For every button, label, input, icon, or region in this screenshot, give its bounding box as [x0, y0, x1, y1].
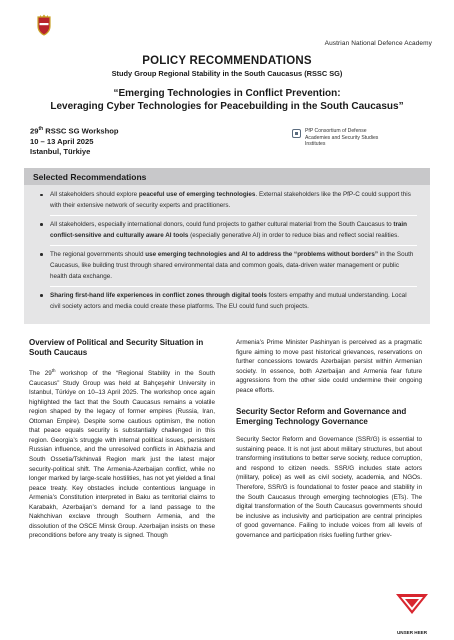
army-logo-caption: UNSER HEER — [396, 630, 428, 635]
study-group-subtitle: Study Group Regional Stability in the South Caucasus (RSSC SG) — [111, 69, 343, 78]
overview-paragraph: The 29th workshop of the “Regional Stability in the South Caucasus” Study Group was held at Bahçeşehir University in Istanbul, Türkiye on 10–13 April 2025. The workshop once again highlighted the fact that the South Caucasus remains a volatile region shaped by the legacy of former empires (Russia, Iran, Ottoman Empire). Despite some cautious optimism, the notion that peace equals security is substantially challenged in this region. Georgia’s struggle with internal political issues, persistent Russian influence, and the unresolved conflicts in Abkhazia and South Ossetia/Tskhinvali Region mark just the latest major security-political shift. The Armenia-Azerbaijan conflict, while no longer marked by large-scale hostilities, has not yet yielded a final peace treaty. Key obstacles include contentious language in Armenia’s Constitution interpreted in Baku as territorial claims to Karabakh, Azerbaijan’s demand for a land passage to the Nakhchivan exclave through Southern Armenia, and the dissolution of the OSCE Minsk Group. Azerbaijan insists on these preconditions before any treaty is signed. Though — [29, 368, 215, 540]
workshop-location: Istanbul, Türkiye — [30, 146, 91, 156]
bullet-icon — [40, 294, 43, 297]
divider — [50, 215, 417, 216]
bullet-icon — [40, 194, 43, 197]
pfp-consortium — [292, 128, 379, 148]
recommendations-list — [24, 185, 430, 313]
recommendation-item: The regional governments should use emerging technologies and AI to address the “problems without borders” in the South Caucasus, like building trust through shared environmental data and common goals, data-driven water management or public health data exchange. — [36, 249, 417, 283]
document-title — [0, 87, 454, 113]
recommendation-item: Sharing first-hand life experiences in conflict zones through digital tools fosters empathy and mutual understanding. Local civil society actors and media could create these platforms. The EU could fund such projects. — [36, 290, 417, 313]
recommendation-item: All stakeholders should explore peaceful use of emerging technologies. External stakeholders like the PfP-C could support this with their extensive network of security experts and practitioners. — [36, 189, 417, 212]
academy-crest-logo — [35, 14, 53, 36]
austrian-army-logo — [394, 592, 430, 630]
divider — [50, 286, 417, 287]
document-title-line-2: Leveraging Cyber Technologies for Peacebuilding in the South Caucasus” — [50, 101, 404, 112]
section-title-overview: Overview of Political and Security Situation in South Caucaus — [29, 338, 204, 357]
ssr-paragraph: Security Sector Reform and Governance (SSR/G) is essential to sustaining peace. It is not just about military structures, but about transforming institutions to better serve society, reduce corruption, and respond to citizen needs. SSR/G includes state actors (military, police) as well as civil society, academia, and NGOs. Therefore, SSR/G is foundational to foster peace and stability in the South Caucasus through emerging technologies (ETs). The digital transformation of the South Caucasus governments should be inclusive as inclusivity and participation are central principles of good governance. Failing to include voices from all levels of governance and participation risks fuelling further griev- — [236, 436, 422, 539]
recommendations-box — [24, 168, 430, 324]
section-title-ssr: Security Sector Reform and Governance and Emerging Technology Governance — [236, 407, 407, 426]
workshop-info — [30, 124, 119, 157]
bullet-icon — [40, 223, 43, 226]
pfp-consortium-name: PfP Consortium of Defense Academies and Security Studies Institutes — [305, 128, 379, 147]
right-column — [236, 338, 422, 540]
recommendations-heading: Selected Recommendations — [24, 168, 430, 185]
academy-name: Austrian National Defence Academy — [324, 40, 432, 47]
main-title: POLICY RECOMMENDATIONS — [142, 55, 312, 67]
workshop-dates: 10 – 13 April 2025 — [30, 136, 94, 146]
document-header — [0, 55, 454, 113]
left-column — [29, 338, 215, 541]
bullet-icon — [40, 253, 43, 256]
recommendation-item: All stakeholders, especially international donors, could fund projects to gather cultural material from the South Caucasus to train conflict-sensitive and culturally aware AI tools (especially generative AI) in order to reduce bias and reflect social realities. — [36, 219, 417, 242]
divider — [50, 245, 417, 246]
armenia-paragraph: Armenia’s Prime Minister Pashinyan is perceived as a pragmatic figure aiming to move past historical grievances, reservations on further concessions towards Azerbaijan persist within Armenian society. In essence, both Azerbaijan and Armenia fear future aggressions from the other side could undermine their ongoing peace efforts. — [236, 339, 422, 394]
document-title-line-1: “Emerging Technologies in Conflict Prevention: — [113, 88, 341, 99]
pfp-logo-icon — [292, 129, 301, 138]
workshop-name: 29th RSSC SG Workshop — [30, 126, 119, 136]
